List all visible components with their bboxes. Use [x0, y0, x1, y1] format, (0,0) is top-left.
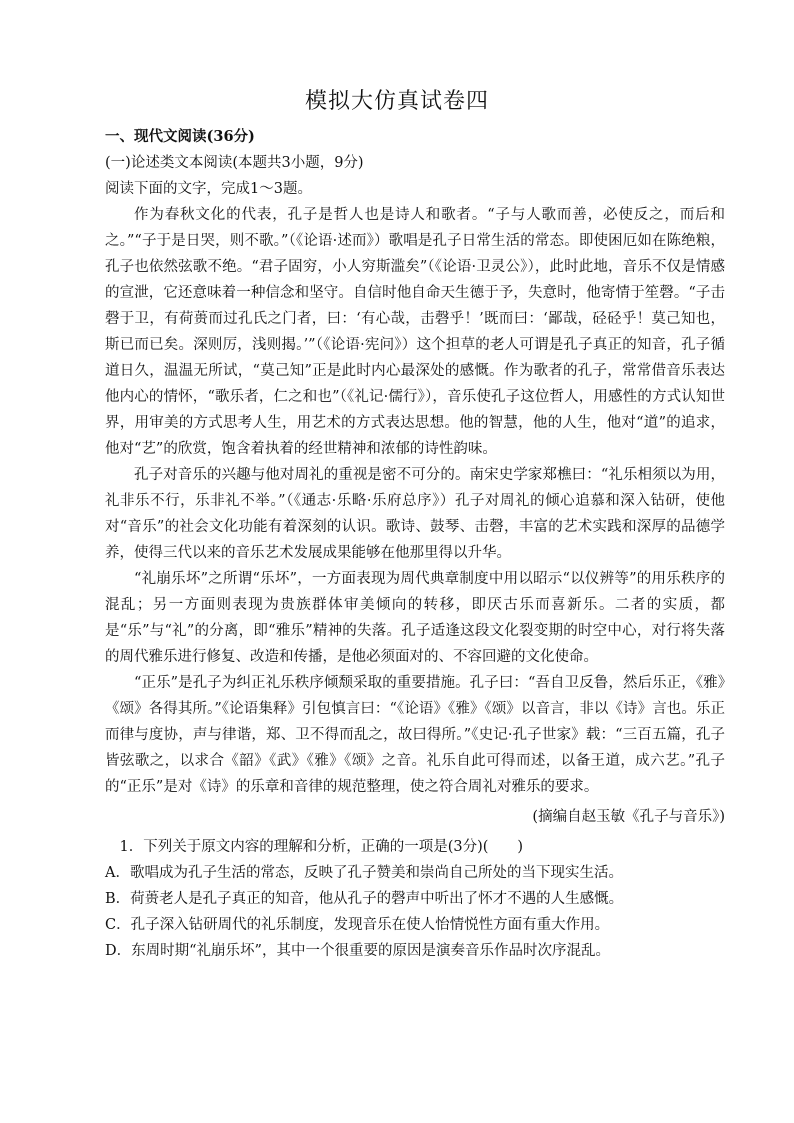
answer-option-d[interactable]: D．东周时期“礼崩乐坏”，其中一个很重要的原因是演奏音乐作品时次序混乱。 — [105, 943, 610, 959]
exam-content — [105, 124, 725, 964]
source-attribution: (摘编自赵玉敏《孔子与音乐》) — [532, 809, 725, 825]
reading-instruction: 阅读下面的文字，完成1～3题。 — [105, 181, 312, 197]
page-title: 模拟大仿真试卷四 — [304, 89, 489, 114]
answer-option-c[interactable]: C．孔子深入钻研周代的礼乐制度，发现音乐在使人怡情悦性方面有重大作用。 — [105, 917, 610, 933]
passage-paragraph: “礼崩乐坏”之所谓“乐坏”，一方面表现为周代典章制度中用以昭示“以仪辨等”的用乐秩序的混乱；另一方面则表现为贵族群体审美倾向的转移，即厌古乐而喜新乐。二者的实质，都是“乐”与“礼”的分离，即“雅乐”精神的失落。孔子适逢这段文化裂变期的时空中心，对行将失落的周代雅乐进行修复、改造和传播，是他必须面对的、不容回避的文化使命。 — [105, 571, 725, 665]
passage-paragraph: 作为春秋文化的代表，孔子是哲人也是诗人和歌者。“子与人歌而善，必使反之，而后和之。”“子于是日哭，则不歌。”（《论语·述而》）歌唱是孔子日常生活的常态。即使困厄如在陈绝粮，孔子也依然弦歌不绝。“君子固穷，小人穷斯滥矣”（《论语·卫灵公》），此时此地，音乐不仅是情感的宣泄，它还意味着一种信念和坚守。自信时他自命天生德于予，失意时，他寄情于笙磬。“子击磬于卫，有荷蒉而过孔氏之门者，曰：‘有心哉，击磬乎！’既而曰：‘鄙哉，硁硁乎！莫己知也，斯已而已矣。深则厉，浅则揭。’”（《论语·宪问》）这个担草的老人可谓是孔子真正的知音，孔子循道日久，温温无所试，“莫己知”正是此时内心最深处的感慨。作为歌者的孔子，常常借音乐表达他内心的情怀，“歌乐者，仁之和也”（《礼记·儒行》），音乐使孔子这位哲人，用感性的方式认知世界，用审美的方式思考人生，用艺术的方式表达思想。他的智慧，他的人生，他对“道”的追求，他对“艺”的欣赏，饱含着执着的经世精神和浓郁的诗性韵味。 — [105, 207, 725, 457]
subsection-heading: (一)论述类文本阅读(本题共3小题，9分) — [105, 155, 364, 171]
answer-option-b[interactable]: B．荷蒉老人是孔子真正的知音，他从孔子的磬声中听出了怀才不遇的人生感慨。 — [105, 891, 624, 907]
passage-paragraph: 孔子对音乐的兴趣与他对周礼的重视是密不可分的。南宋史学家郑樵曰：“礼乐相须以为用，礼非乐不行，乐非礼不举。”（《通志·乐略·乐府总序》）孔子对周礼的倾心追慕和深入钻研，使他对“音乐”的社会文化功能有着深刻的认识。歌诗、鼓琴、击磬，丰富的艺术实践和深厚的品德学养，使得三代以来的音乐艺术发展成果能够在他那里得以升华。 — [105, 467, 725, 561]
passage-paragraph: “正乐”是孔子为纠正礼乐秩序倾颓采取的重要措施。孔子曰：“吾自卫反鲁，然后乐正，《雅》《颂》各得其所。”《论语集释》引包慎言曰：“《论语》《雅》《颂》以音言，非以《诗》言也。乐正而律与度协，声与律谐，郑、卫不得而乱之，故曰得所。”《史记·孔子世家》载：“三百五篇，孔子皆弦歌之，以求合《韶》《武》《雅》《颂》之音。礼乐自此可得而述，以备王道，成六艺。”孔子的“正乐”是对《诗》的乐章和音律的规范整理，使之符合周礼对雅乐的要求。 — [105, 675, 725, 795]
answer-option-a[interactable]: A．歌唱成为孔子生活的常态，反映了孔子赞美和崇尚自己所处的当下现实生活。 — [105, 865, 623, 881]
question-stem: 1．下列关于原文内容的理解和分析，正确的一项是(3分)( ) — [119, 839, 524, 855]
section-heading: 一、现代文阅读(36分) — [105, 128, 255, 145]
